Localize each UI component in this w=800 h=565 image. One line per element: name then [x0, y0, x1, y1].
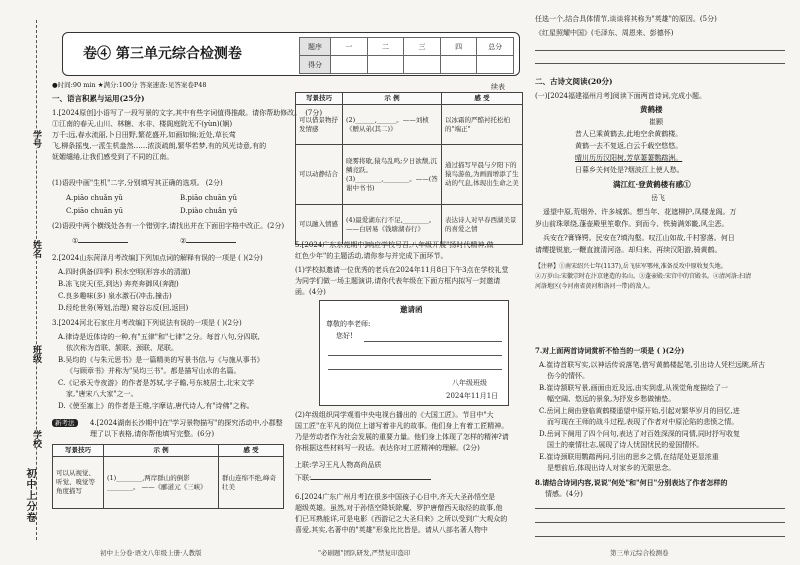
q6-books: 《红星照耀中国》(毛泽东、周恩来、彭德怀): [535, 29, 674, 37]
table-answer-cell[interactable]: (1)________,两岸群山的倒影________。 ——《郦道元《三峡》: [104, 457, 219, 509]
table-answer-cell[interactable]: (2)______,______。——刘桢《赠从弟(其二)》: [343, 105, 442, 145]
table-header: 示 例: [343, 93, 442, 105]
answer-line[interactable]: [535, 536, 785, 537]
score-cell: 二: [367, 38, 404, 56]
answer-line[interactable]: [535, 522, 785, 523]
q5-1-text: 为同学们做一场主题演讲,请你代表年级在下面方框内拟写一封邀请: [295, 277, 501, 285]
poem2-author: 岳飞: [651, 194, 665, 202]
answer-line[interactable]: [535, 50, 785, 51]
writing-line[interactable]: [328, 355, 502, 356]
writing-line[interactable]: [364, 341, 502, 342]
q1-sub2: (2)语段中两个横线处各有一个错别字,请找出并在下面田字格中改正。(2分): [52, 222, 285, 230]
q7-option-cont: 幅空阔、悠远的景象,为抒发乡愁做铺垫。: [547, 395, 676, 403]
poem2-line: 兵安在?膏锋锷。民安在?填沟壑。叹江山如故,千村寥落。何日: [543, 234, 735, 242]
q3-option[interactable]: C.《记承天寺夜游》的作者是苏轼,字子瞻,号东坡居士,北宋文学: [58, 379, 255, 387]
score-table: [299, 37, 514, 74]
q7-option-cont: 是想前后,体现出诗人对家乡的无限思念。: [547, 464, 676, 472]
q3-option-cont: 《与顾章书》并称为"吴均三书"。都是描写山水的名篇。: [66, 367, 241, 375]
table-cell: 表达诗人对早春西湖美景的喜爱之情: [442, 205, 523, 245]
annotation: ②万岁山:宋徽宗时在汴京建造的名山。③蓬壶殿:宋宫中的宫殿名。④清河洛:扫清: [535, 273, 752, 280]
q2-option[interactable]: C.良多趣味(多) 泉水激石(冲击,撞击): [58, 292, 172, 300]
q1-sub1: (1)语段中画"生机"二字,分别填写其正确的选项。 (2分): [52, 179, 223, 187]
option-a[interactable]: A.piāo chuǎn yǔ: [66, 194, 123, 202]
table-header: 写景技巧: [296, 93, 343, 105]
q3-option[interactable]: B.吴均的《与朱元思书》是一篇精美的写景书信,与《与施从事书》: [58, 356, 264, 364]
q5-2-text: (2)年级组织同学观看中央电视台播出的《大国工匠》。节目中"大: [295, 411, 494, 419]
table-cell: 可以从视觉、听觉、嗅觉等角度描写: [53, 457, 104, 509]
score-input[interactable]: [440, 56, 477, 74]
table-cell: 群山连绵不绝,峰奇壮美: [219, 457, 284, 509]
score-input[interactable]: [404, 56, 441, 74]
new-method-badge: 新考法: [52, 419, 78, 427]
poem1-title: 黄鹤楼: [640, 105, 663, 114]
q7-option-cont: 而写现在王师的战斗过程,表现了作者对中原沦陷的悲愤之情。: [547, 418, 739, 426]
writing-line[interactable]: [328, 369, 502, 370]
answer-line[interactable]: [535, 63, 785, 64]
q4-table-cont: [295, 92, 523, 245]
binding-line: [36, 20, 37, 540]
q3-option-cont: 家,"唐宋八大家"之一。: [66, 390, 138, 398]
invitation-signer: 八年级班级: [452, 379, 487, 387]
q6-cont: 任选一个,结合具体情节,谈谈将其称为"英雄"的原因。(5分): [535, 15, 717, 23]
poem2-line: 请缨提锐旅,一鞭直渡清河洛。却归来、再续汉阳游,骑黄鹤。: [535, 246, 722, 254]
score-cell: 总分: [477, 38, 514, 56]
q5-2-text: 国工匠"在平凡的岗位上谱写着非凡的故事。他们身上有着工匠精神。: [295, 422, 509, 430]
section-heading: 一、语言积累与运用(25分): [52, 94, 145, 103]
table-header: 感 受: [442, 93, 523, 105]
binding-strip: [0, 0, 50, 565]
continued-label: 续表: [491, 83, 505, 91]
score-cell: 一: [331, 38, 368, 56]
q7-option[interactable]: A.崔诗首联写实,以神话传说落笔,借写黄鹤楼起笔,引出诗人凭栏远眺,所古: [539, 361, 766, 369]
answer-line[interactable]: [535, 508, 785, 509]
table-header: 示 例: [104, 445, 219, 457]
q3-option[interactable]: D.《使至塞上》的作者是王维,字摩诘,唐代诗人,有"诗佛"之称。: [58, 402, 254, 410]
q7-option[interactable]: B.崔诗颔联写景,画面由近及远,由实到虚,从视觉角度描绘了一: [539, 384, 729, 392]
option-d[interactable]: D.piào chuǎn yǔ: [180, 207, 238, 215]
score-cell: 题序: [300, 38, 331, 56]
q2-option[interactable]: A.四时俱备(四季) 积水空明(形容水的清澈): [58, 268, 191, 276]
q4-text: [52, 418, 78, 429]
table-cell: 可以动静结合: [296, 145, 343, 205]
exam-meta: ●时间:90 min ★满分:100分 答案速查:见答案卷P48: [52, 81, 207, 89]
q1-text: 妩媚缱绻,让我们感受到了不同的江南。: [52, 153, 174, 161]
invitation-date: 2024年11月1日: [446, 392, 499, 400]
title-banner: [62, 32, 520, 76]
q3-text: 3.[2024河北石家庄月考改编]下列说法有误的一项是 ( )(2分): [52, 319, 242, 327]
subsection-heading: (一)[2024福建福州月考]阅读下面两首诗词,完成小题。: [535, 92, 706, 100]
q7-option-cont: 国土的豪情壮志,展现了诗人忧国忧民的爱国情怀。: [547, 441, 704, 449]
option-c[interactable]: C.piāo chuān yū: [66, 207, 123, 215]
q2-text: 2.[2024山东菏泽月考改编]下列加点词的解释有误的一项是 ( )(2分): [52, 254, 263, 262]
q7-option[interactable]: D.岳词下阕用了四个问句,表达了对百姓深深的同情,同时抒写收复: [539, 430, 741, 438]
table-answer-cell[interactable]: (4)最爱湖东行不足,________。——白居易《钱塘湖春行》: [343, 205, 442, 245]
q4-table: [52, 444, 284, 509]
q7-option[interactable]: E.崔诗颈联用鹦鹉两问,引出的思乡之情,在结尾处更显浓重: [539, 453, 719, 461]
brand-vertical: 初中上分卷: [24, 468, 35, 523]
q5-text: 红色少年"的主题活动,请你参与并完成下面环节。: [295, 252, 448, 260]
score-input[interactable]: [477, 56, 514, 74]
table-cell: 可以借景物抒发情感: [296, 105, 343, 145]
q8-text: 情感。(4分): [545, 490, 583, 498]
couplet-upper: 上联:学习王凡人物高尚品质: [295, 461, 382, 469]
section-heading: 二、古诗文阅读(20分): [535, 77, 613, 86]
table-cell: 以冰霜的严酷衬托松柏的"端正": [442, 105, 523, 145]
q7-text: 7.对上面两首诗词赏析不恰当的一项是 ( )(2分): [535, 346, 685, 355]
table-header: 感 受: [219, 445, 284, 457]
poem1-line: 昔人已乘黄鹤去,此地空余黄鹤楼。: [575, 130, 683, 138]
annotation: 河洛地区(今河南省黄河和洛河一带)的敌人。: [535, 283, 654, 290]
invitation-hello: 您好!: [336, 332, 353, 340]
q4-text: 4.[2024湖南长沙期中]在"学习景物描写"的探究活动中,小郡整理了以下表格,请你帮他填写完整。(6分): [90, 419, 283, 438]
score-cell: 四: [440, 38, 477, 56]
poem2-title: 满江红·登黄鹤楼有感①: [613, 180, 691, 189]
poem1-line: 黄鹤一去不复返,白云千载空悠悠。: [575, 142, 683, 150]
footer-mid: "必刷题"团队研发,严禁复印盗印: [318, 549, 411, 557]
q6-text: 6.[2024广东广州月考]在很多中国孩子心目中,齐天大圣孙悟空是: [295, 493, 496, 501]
poem2-line: 遥望中原,荒烟外、许多城郭。想当年、花遮柳护,凤楼龙阁。万: [543, 208, 737, 216]
table-header: 写景技巧: [53, 445, 104, 457]
binding-label-name: 姓名: [31, 240, 41, 258]
poem1-author: 崔颢: [649, 118, 663, 126]
invitation-title: 邀请函: [400, 305, 423, 314]
q1-text: ①江南的春天,山川、林糖、水非、楼阁庭院无不(yùn)(娴): [52, 120, 233, 128]
q5-1-text: 函。(4分): [295, 288, 326, 296]
binding-label-class: 班级: [31, 345, 41, 363]
q2-option[interactable]: B.冻飞戾天(至,到达) 奔亮奔御风(奔跑): [58, 280, 179, 288]
q1-text: 万千:远,春水流丽,卜日田野,繁花盛开,如画如锦;近处,草长莺: [52, 131, 236, 139]
q6-text: 超级英雄。虽然,对于孙悟空降妖除魔、罗护唐僧西天取经的故事,他: [295, 504, 503, 512]
score-input[interactable]: [331, 56, 368, 74]
binding-label-id: 学号: [31, 130, 41, 148]
page-title: 卷④ 第三单元综合检测卷: [83, 46, 242, 62]
binding-label-school: 学校: [31, 430, 41, 448]
poem2-line: 岁山前珠翠绕,蓬壶殿里笙歌作。到而今、铁骑满郊畿,风尘恶。: [535, 220, 729, 228]
poem1-line: 日暮乡关何处是?烟波江上使人愁。: [575, 166, 684, 174]
q7-option-cont: 伤今的情怀。: [547, 372, 589, 380]
invitation-greeting: 尊敬的李老师:: [326, 320, 371, 328]
q5-2-text: 乃是劳动者作为社会发展的重要力量。他们身上体现了怎样的精神?请: [295, 433, 509, 441]
q6-text: 喜爱,其实,名著中的"英雄"形象比比皆是。请从八部名著人物中: [295, 526, 488, 534]
q7-option[interactable]: C.岳词上阕由登临黄鹤楼遥望中原开始,引起对繁华岁月的回忆,进: [539, 407, 740, 415]
q6-text: 们已耳熟能详,可是电影《西游记之大圣归来》之所以受到广大观众的: [295, 515, 508, 523]
q1-text: 飞,柳条摇曳,一派生机盎然……浓淡疏朗,繁华若梦,有的风光诗意,有的: [52, 142, 267, 150]
answer-slot-2[interactable]: ②: [180, 236, 236, 247]
q5-text: 5.[2024广东东莞期中]响应学校号召,八年级开展"扬时代精神,做: [295, 241, 494, 249]
table-cell: 可以融入情感: [296, 205, 343, 245]
q5-1-text: (1)学校拟邀请一位优秀的老兵在2024年11月8日下午3点在学校礼堂: [295, 266, 509, 274]
q3-option-cont: 依次称为首联、颔联、颈联、尾联。: [66, 344, 178, 352]
option-b[interactable]: B.piāo chuān yǔ: [180, 194, 238, 202]
q8-text: 8.请结合诗词内容,说说"何处"和"何日"分别表达了作者怎样的: [535, 478, 728, 487]
poem1-line: 晴川历历汉阳树,芳草萋萋鹦鹉洲。: [575, 154, 683, 162]
score-input[interactable]: [367, 56, 404, 74]
answer-slot-1[interactable]: ①: [72, 236, 128, 247]
q1-text: 1.[2024原创]小语写了一段写景的文字,其中有些字词值得推敲。请你帮助修改。 (7分): [52, 109, 323, 117]
score-cell: 得分: [300, 56, 331, 74]
score-cell: 三: [404, 38, 441, 56]
q2-option[interactable]: D.经纶世务(筹划,治理) 窥谷忘反(回,返回): [58, 304, 189, 312]
footer-left: 初中上分卷·语文八年级上册·人教版: [100, 549, 202, 557]
annotation: 【注释】①南宋绍兴七年(1137),岳飞驻军鄂州,准备反攻中原收复失地。: [535, 263, 727, 270]
footer-right: 第三单元综合检测卷: [610, 549, 669, 557]
q3-option[interactable]: A.律诗是近体诗的一种,有"五律"和"七律"之分。每首八句,分四联,: [58, 333, 260, 341]
table-cell: 通过描写早晨与夕阳下的猿鸟游鱼,为画面增添了生动的气息,体现出生命之美: [442, 145, 523, 205]
invitation-box[interactable]: [319, 300, 509, 406]
q5-2-text: 你根据这些材料写一段话。表达你对工匠精神的理解。(2分): [295, 444, 480, 452]
table-answer-cell[interactable]: 晓雾将歇,猿鸟乱鸣;夕日欲颓,沉鳞竞跃。 (3)________,________。——(答谢中书书): [343, 145, 442, 205]
couplet-lower[interactable]: 下联:: [295, 473, 431, 484]
